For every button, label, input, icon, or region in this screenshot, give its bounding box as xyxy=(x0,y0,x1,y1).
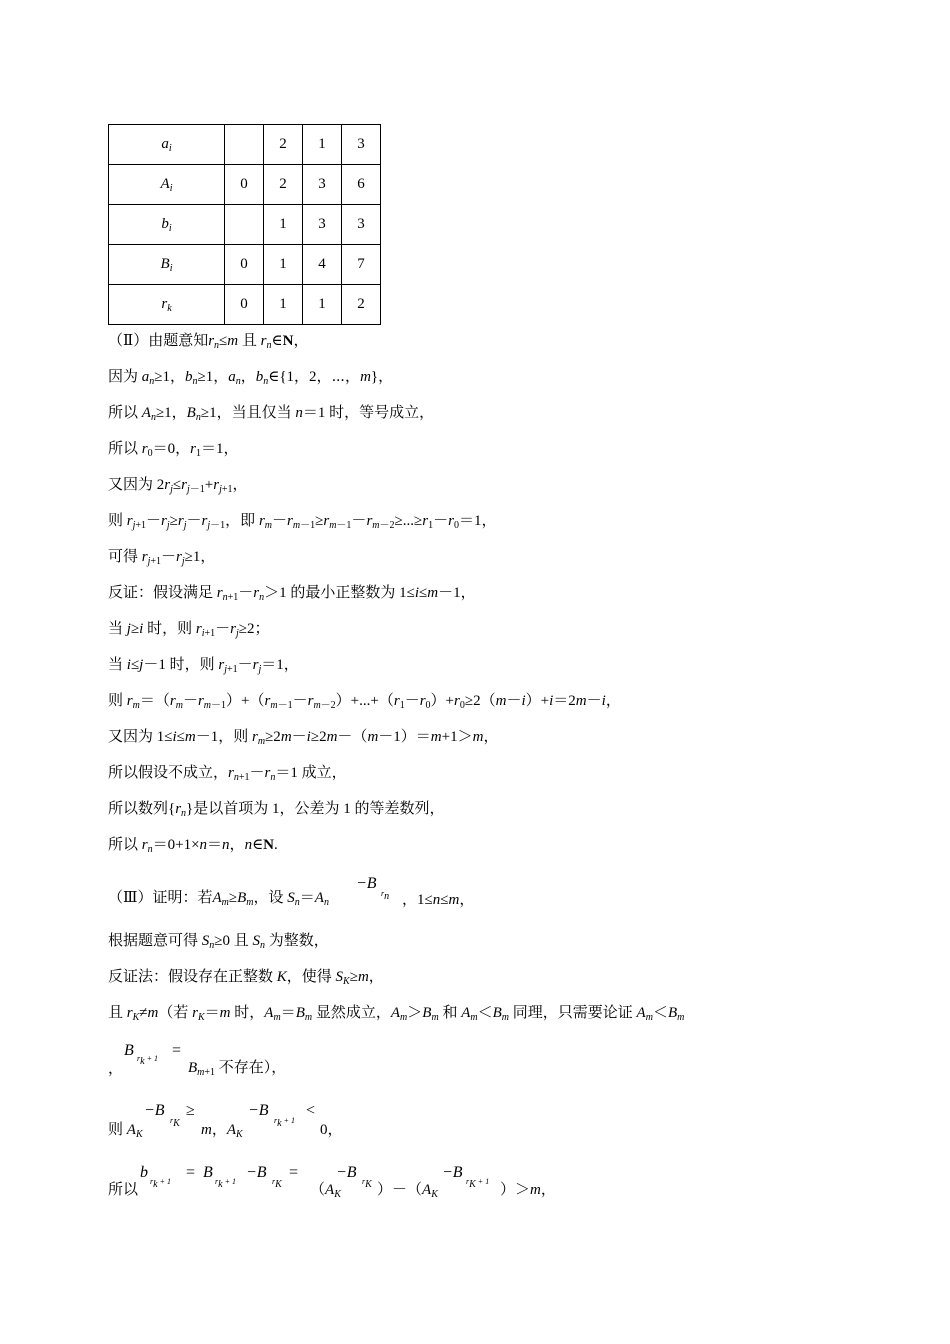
formula-fragment: 0， xyxy=(320,1122,343,1138)
proof-line: 则 $r_m=(r_m-r_{m-1})+(r_{m-1}-r_{m-2})+...+(r_1-r_0)+r_0\ge 2(m-i)+i=2m-i$， xyxy=(108,693,621,711)
table-cell: 1 xyxy=(303,285,342,325)
proof-line: 所以数列$\{r_n\}$是以首项为 1，公差为 1 的等差数列， xyxy=(108,801,445,819)
formula-fragment: = xyxy=(172,1042,182,1059)
formula-fragment: （$A_K$ xyxy=(310,1182,341,1200)
table-cell: 2 xyxy=(342,285,381,325)
table-cell: 2 xyxy=(264,125,303,165)
proof-line: 可得 $r_{j+1}-r_j\ge 1$， xyxy=(108,549,216,567)
table-cell: 0 xyxy=(225,165,264,205)
row-label: $B_i$ xyxy=(109,245,225,285)
table-row xyxy=(109,285,381,325)
table-row xyxy=(109,165,381,205)
formula-fragment: = xyxy=(289,1164,299,1181)
row-label: $a_i$ xyxy=(109,125,225,165)
formula-fragment: $r_k + 1$ xyxy=(215,1177,236,1190)
table-row xyxy=(109,125,381,165)
formula-fragment: −B xyxy=(442,1164,463,1181)
formula-fragment: B xyxy=(203,1164,213,1181)
formula-fragment: $r_K$ xyxy=(272,1177,282,1190)
formula-fragment: −B xyxy=(246,1164,267,1181)
table-cell: 3 xyxy=(342,205,381,245)
proof-line: 当 i≤j－1 时，则 $r_{j+1}-r_j=1$， xyxy=(108,657,299,675)
table-row xyxy=(109,205,381,245)
table-cell: 3 xyxy=(303,205,342,245)
proof-line: 所以 $r_n=0+1\times n=n$，n∈N. xyxy=(108,837,278,855)
table-cell: 3 xyxy=(342,125,381,165)
proof-line: 所以 $A_n\ge 1$，$B_n\ge 1$，当且仅当 n＝1 时，等号成立， xyxy=(108,405,435,423)
proof-line: 当 j≥i 时，则 $r_{i+1}-r_j\ge 2$； xyxy=(108,621,270,639)
table-cell: 0 xyxy=(225,285,264,325)
formula-fragment: ，1≤n≤m， xyxy=(402,892,475,908)
proof-line: 根据题意可得 $S_n\ge 0$ 且 $S_n$ 为整数， xyxy=(108,933,329,951)
proof-line: 因为 $a_n\ge 1$，$b_n\ge 1$，$a_n$，$b_n\in\{1$，2，⋯，m}， xyxy=(108,369,394,387)
formula-fragment: ， xyxy=(108,1061,124,1077)
values-table xyxy=(108,124,381,325)
proof-line: 反证法：假设存在正整数 K，使得 $S_K\ge m$， xyxy=(108,969,384,987)
table-cell xyxy=(225,125,264,165)
table-cell: 2 xyxy=(264,165,303,205)
table-cell: 0 xyxy=(225,245,264,285)
table-row xyxy=(109,245,381,285)
formula-fragment: < xyxy=(306,1102,316,1119)
proof-line: 又因为 $2r_j\le r_{j-1}+r_{j+1}$， xyxy=(108,477,248,495)
proof-line: 又因为 1≤i≤m－1，则 $r_m\ge 2m-i\ge 2m-(m-1)=m+1>m$， xyxy=(108,729,499,747)
formula-fragment: −B xyxy=(356,875,377,892)
table-cell: 6 xyxy=(342,165,381,205)
table-cell: 1 xyxy=(264,245,303,285)
formula-fragment: −B xyxy=(336,1164,357,1181)
proof-line: 反证：假设满足 $r_{n+1}-r_n>1$ 的最小正整数为 1≤i≤m－1， xyxy=(108,585,476,603)
proof-line: 所以假设不成立，$r_{n+1}-r_n=1$ 成立， xyxy=(108,765,347,783)
formula-fragment: ≥ xyxy=(186,1102,195,1119)
formula-fragment: b xyxy=(140,1164,148,1181)
proof-line: （Ⅱ）由题意知$r_n\le m$ 且 $r_n\in N$， xyxy=(108,333,309,351)
table-cell: 3 xyxy=(303,165,342,205)
table-cell: 4 xyxy=(303,245,342,285)
formula-fragment: $r_K$ xyxy=(362,1177,372,1190)
formula-fragment: $r_K$ xyxy=(170,1116,180,1129)
formula-fragment: B xyxy=(124,1042,134,1059)
formula-fragment: $r_k + 1$ xyxy=(137,1054,158,1067)
formula-fragment: $r_K + 1$ xyxy=(466,1177,490,1190)
formula-fragment: ）＞m， xyxy=(500,1182,556,1198)
table-cell: 1 xyxy=(303,125,342,165)
formula-fragment: −B xyxy=(248,1102,269,1119)
formula-fragment: $B_{m+1}$ 不存在）， xyxy=(188,1060,287,1078)
formula-fragment: = xyxy=(186,1164,196,1181)
formula-fragment: $r_k + 1$ xyxy=(150,1177,171,1190)
table-cell: 1 xyxy=(264,285,303,325)
table-cell: 7 xyxy=(342,245,381,285)
formula-fragment: 所以 xyxy=(108,1182,139,1198)
row-label: $r_k$ xyxy=(109,285,225,325)
proof-line: 且 $r_K\ne m$（若 $r_K=m$ 时，$A_m=B_m$ 显然成立，$A_m>B_m$ 和 $A_m<B_m$ 同理，只需要论证 $A_m<B_m$ xyxy=(108,1005,685,1023)
proof-line: 所以 $r_0=0$，$r_1=1$， xyxy=(108,441,239,459)
row-label: $b_i$ xyxy=(109,205,225,245)
table-cell: 1 xyxy=(264,205,303,245)
formula-fragment: ）$-(A_K$ xyxy=(377,1182,438,1200)
proof-line: （Ⅲ）证明：若$A_m\ge B_m$，设 $S_n=A_n$ xyxy=(108,890,329,908)
formula-fragment: m，$A_K$ xyxy=(201,1122,243,1140)
formula-fragment: −B xyxy=(144,1102,165,1119)
formula-fragment: $r_k + 1$ xyxy=(274,1116,295,1129)
formula-fragment: 则 $A_K$ xyxy=(108,1122,143,1140)
formula-fragment: $r_n$ xyxy=(381,889,390,902)
proof-line: 则 $r_{j+1}-r_j\ge r_j-r_{j-1}$，即 $r_m-r_{m-1}\ge r_{m-1}-r_{m-2}\ge...\ge r_1-r_0=1$， xyxy=(108,513,497,531)
row-label: $A_i$ xyxy=(109,165,225,205)
table-cell xyxy=(225,205,264,245)
